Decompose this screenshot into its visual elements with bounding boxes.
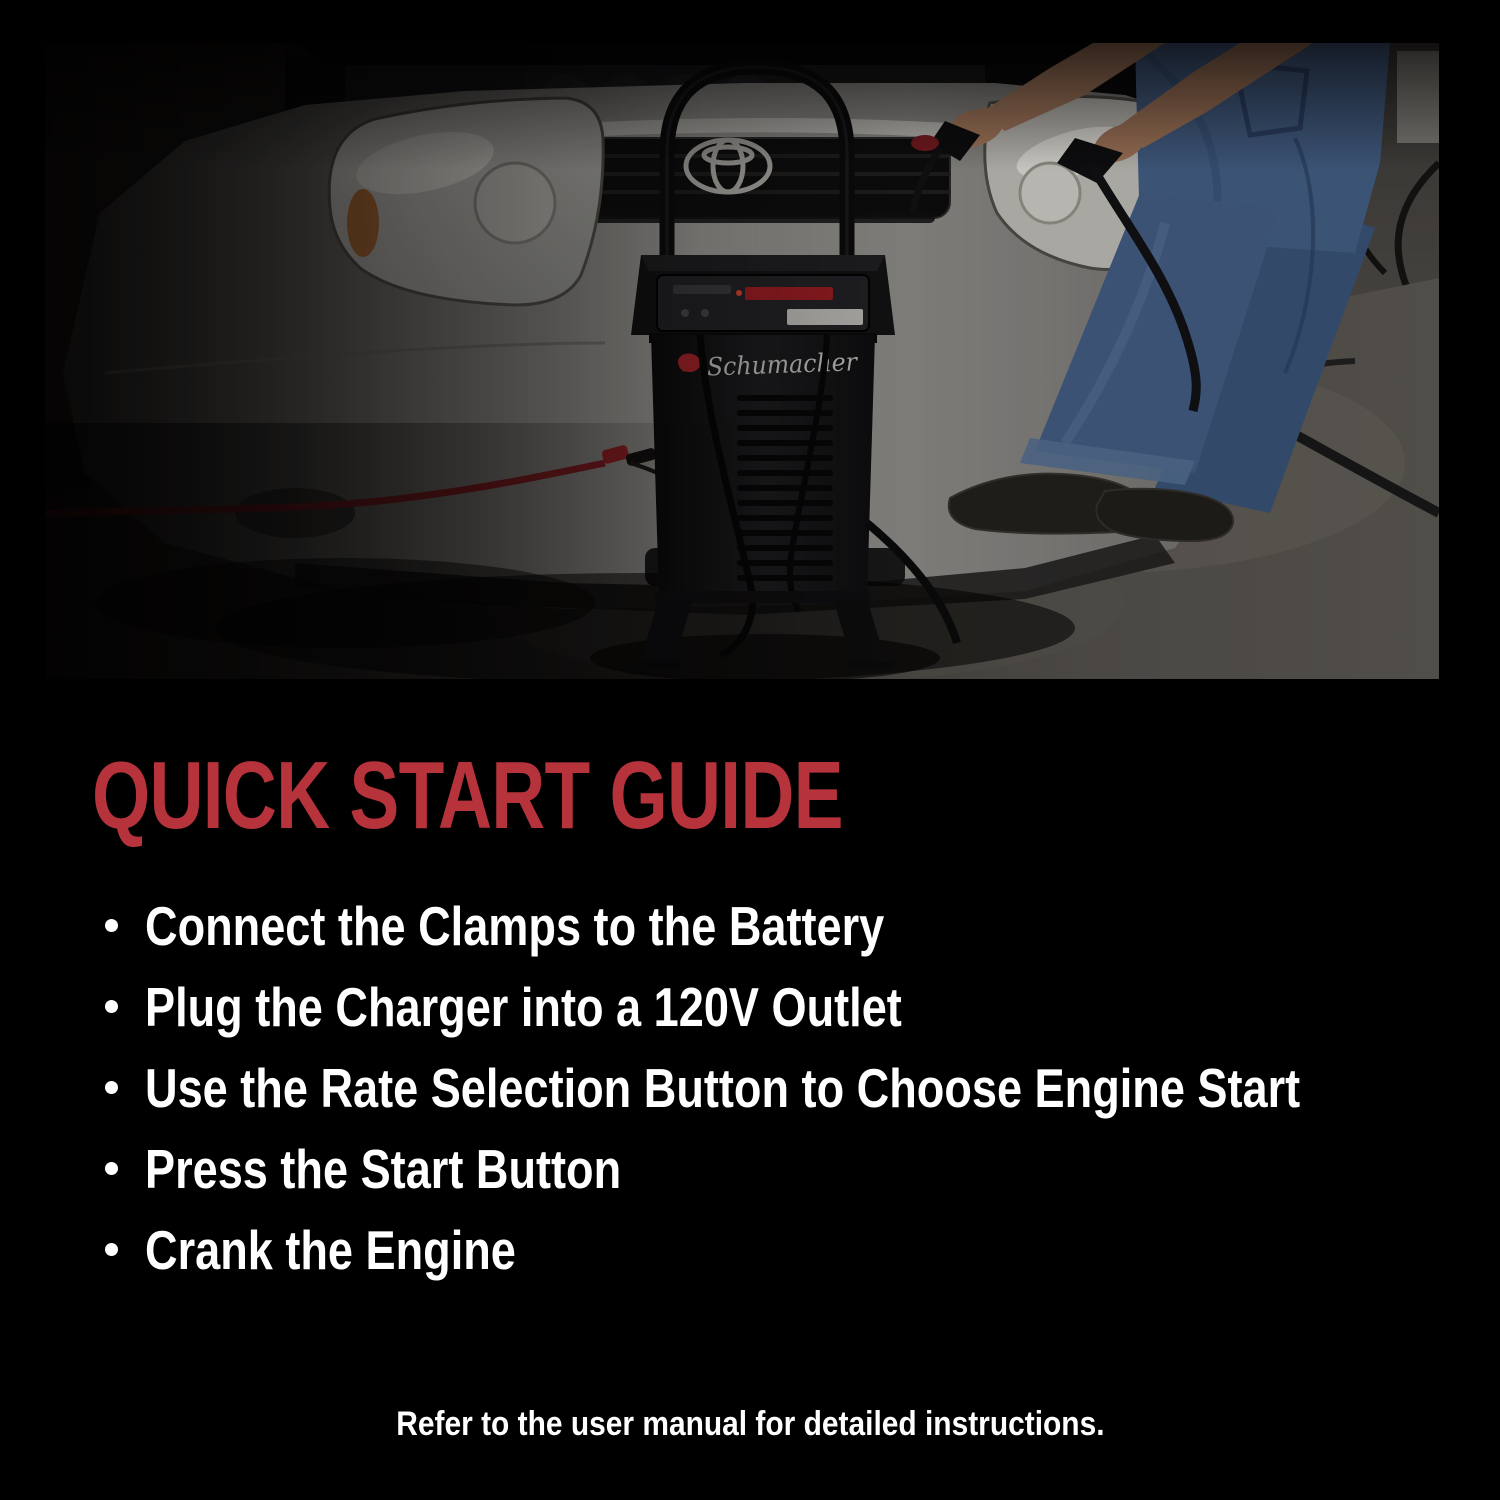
garage-scene [45,43,1439,679]
quick-start-step [100,885,1500,966]
quick-start-step [100,966,1500,1047]
footer-note-text: Refer to the user manual for detailed instructions. [395,1405,1105,1443]
footer-note [0,1405,1500,1444]
quick-start-steps [100,885,1500,1290]
step-text: Plug the Charger into a 120V Outlet [145,975,902,1038]
quick-start-step [100,1047,1500,1128]
step-text: Crank the Engine [145,1218,516,1281]
step-text: Connect the Clamps to the Battery [145,894,885,957]
bullet-dot-icon [105,1162,118,1175]
step-text: Press the Start Button [145,1137,622,1200]
page-title: QUICK START GUIDE [92,742,843,849]
bullet-dot-icon [105,1081,118,1094]
quick-start-step [100,1209,1500,1290]
bullet-dot-icon [105,1243,118,1256]
bullet-dot-icon [105,1000,118,1013]
hero-photo [45,43,1439,679]
quick-start-step [100,1128,1500,1209]
step-text: Use the Rate Selection Button to Choose Engine Start [145,1056,1301,1119]
bullet-dot-icon [105,919,118,932]
